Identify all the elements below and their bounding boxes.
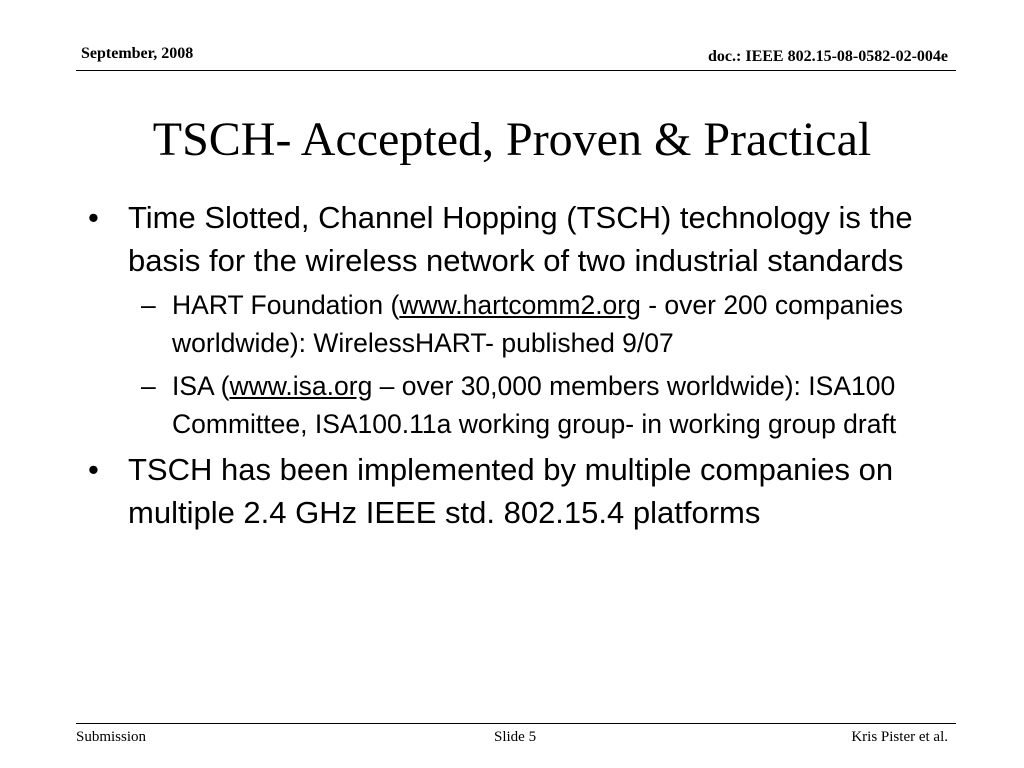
hartcomm-link[interactable]: www.hartcomm2.org [399,290,641,320]
bullet-item-tsch-basis [88,196,918,282]
sub-bullet-text-after: – over 30,000 members worldwide): ISA100 Committee, ISA100.11a working group- in working group draft [172,371,897,439]
footer-slide-number: Slide 5 [494,729,537,745]
header-doc-id: doc.: IEEE 802.15-08-0582-02-004e [708,48,948,65]
sub-bullet-text-after: - over 200 companies worldwide): WirelessHART- published 9/07 [172,290,904,358]
sub-bullet-marker: – [141,290,156,320]
footer-divider [76,723,956,724]
bullet-text: Time Slotted, Channel Hopping (TSCH) technology is the basis for the wireless network of two industrial standards [128,200,913,278]
slide-title: TSCH- Accepted, Proven & Practical [152,113,872,166]
bullet-marker: • [88,452,99,487]
header-divider [76,70,956,71]
sub-bullet-text-before: HART Foundation ( [172,290,400,320]
bullet-text: TSCH has been implemented by multiple companies on multiple 2.4 GHz IEEE std. 802.15.4 platforms [128,452,894,530]
isa-link[interactable]: www.isa.org [229,371,373,401]
sub-bullet-isa [141,367,918,443]
bullet-marker: • [88,200,99,235]
sub-bullet-text-before: ISA ( [172,371,230,401]
bullet-item-tsch-implemented [88,448,918,534]
footer-author: Kris Pister et al. [851,729,948,745]
header-date: September, 2008 [81,45,194,62]
sub-bullet-hart [141,286,918,362]
sub-bullet-marker: – [141,371,156,401]
footer-submission: Submission [76,729,147,745]
slide-content [88,196,918,538]
